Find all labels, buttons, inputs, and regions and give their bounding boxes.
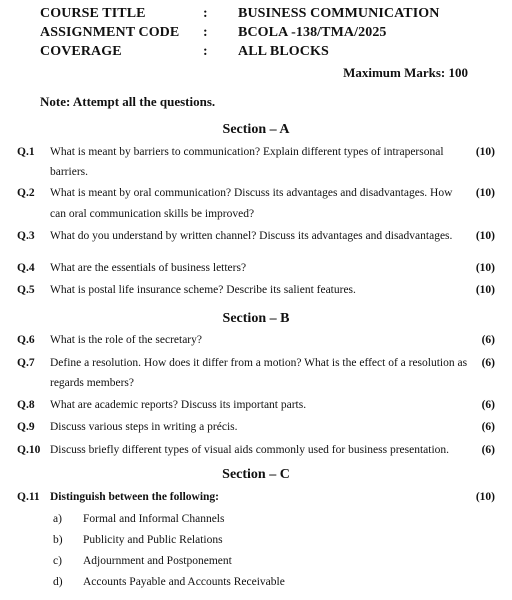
subitem-text: Publicity and Public Relations	[83, 534, 223, 546]
question-marks: (10)	[475, 284, 495, 296]
question-number: Q.4	[17, 262, 35, 274]
assignment-code-label: ASSIGNMENT CODE	[40, 25, 180, 40]
assignment-code-colon: :	[203, 25, 208, 40]
maximum-marks: Maximum Marks: 100	[343, 65, 468, 80]
subitem-text: Accounts Payable and Accounts Receivable	[83, 576, 285, 588]
question-marks: (10)	[475, 187, 495, 199]
course-title-label: COURSE TITLE	[40, 6, 146, 21]
question-number: Q.2	[17, 187, 35, 199]
question-marks: (10)	[475, 262, 495, 274]
question-text-cont: regards members?	[50, 377, 134, 389]
subitem-label: a)	[53, 513, 62, 525]
question-text-cont: can oral communication skills be improved?	[50, 208, 255, 220]
section-title: Section – C	[222, 467, 290, 482]
coverage-value: ALL BLOCKS	[238, 44, 329, 59]
subitem-text: Formal and Informal Channels	[83, 513, 225, 525]
question-number: Q.6	[17, 334, 35, 346]
question-text: What is meant by barriers to communication? Explain different types of intrapersonal	[50, 146, 444, 158]
question-number: Q.10	[17, 444, 41, 456]
question-marks: (6)	[481, 357, 495, 369]
question-marks: (6)	[481, 444, 495, 456]
question-marks: (6)	[481, 421, 495, 433]
question-marks: (6)	[481, 399, 495, 411]
instructions-note: Note: Attempt all the questions.	[40, 94, 216, 109]
assignment-code-value: BCOLA -138/TMA/2025	[238, 25, 387, 40]
question-number: Q.5	[17, 284, 35, 296]
question-marks: (6)	[481, 334, 495, 346]
question-marks: (10)	[475, 491, 495, 503]
question-text: Define a resolution. How does it differ from a motion? What is the effect of a resolution as	[50, 357, 468, 369]
subitem-text: Adjournment and Postponement	[83, 555, 232, 567]
course-title-value: BUSINESS COMMUNICATION	[238, 6, 440, 21]
subitem-label: c)	[53, 555, 62, 567]
section-title: Section – A	[222, 122, 290, 137]
course-title-colon: :	[203, 6, 208, 21]
coverage-colon: :	[203, 44, 208, 59]
question-text: Discuss briefly different types of visual aids commonly used for business presentation.	[50, 444, 450, 456]
question-text: What are academic reports? Discuss its important parts.	[50, 399, 307, 411]
question-number: Q.7	[17, 357, 35, 369]
subitem-label: b)	[53, 534, 63, 546]
question-text: What is postal life insurance scheme? Describe its salient features.	[50, 284, 356, 296]
section-title: Section – B	[222, 311, 290, 326]
question-text-cont: barriers.	[50, 166, 88, 178]
question-text: What do you understand by written channel? Discuss its advantages and disadvantages.	[50, 230, 453, 242]
question-number: Q.9	[17, 421, 35, 433]
question-number: Q.11	[17, 491, 40, 503]
coverage-label: COVERAGE	[40, 44, 122, 59]
question-marks: (10)	[475, 230, 495, 242]
question-marks: (10)	[475, 146, 495, 158]
subitem-label: d)	[53, 576, 63, 588]
question-text: Distinguish between the following:	[50, 491, 219, 503]
question-text: Discuss various steps in writing a précis.	[50, 421, 238, 433]
question-text: What is the role of the secretary?	[50, 334, 202, 346]
question-text: What are the essentials of business letters?	[50, 262, 247, 274]
question-number: Q.3	[17, 230, 35, 242]
question-text: What is meant by oral communication? Discuss its advantages and disadvantages. How	[50, 187, 453, 199]
question-number: Q.1	[17, 146, 35, 158]
question-number: Q.8	[17, 399, 35, 411]
